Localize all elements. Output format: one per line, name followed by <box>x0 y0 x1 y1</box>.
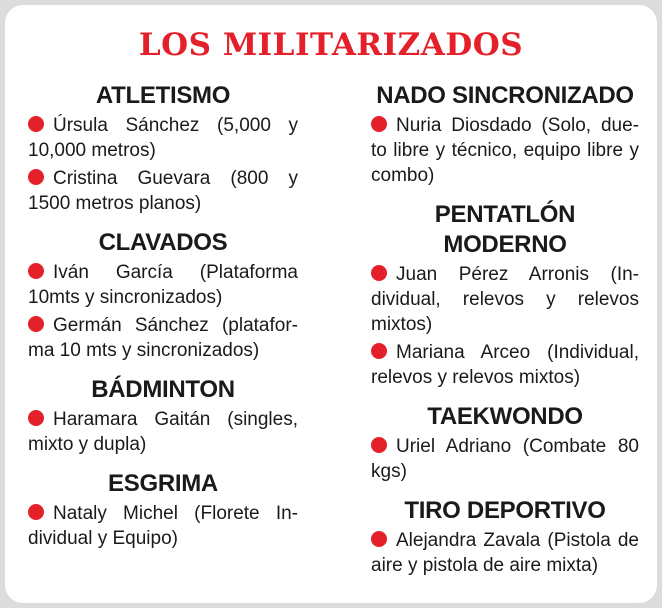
section-nado-sincronizado <box>371 81 639 188</box>
section-badminton <box>28 375 298 457</box>
right-column <box>371 81 639 578</box>
athlete-text: Mariana Arceo (Individual, relevos y relevos mixtos) <box>371 342 639 388</box>
athlete-text: Alejandra Zavala (Pistola de aire y pistola de aire mixta) <box>371 530 639 576</box>
red-dot-icon <box>28 263 44 279</box>
athlete-entry <box>28 313 298 363</box>
athlete-text: Cristina Guevara (800 y 1500 metros planos) <box>28 168 298 214</box>
section-title: TAEKWONDO <box>427 403 583 430</box>
section-title: TIRO DEPORTIVO <box>404 497 606 524</box>
athlete-text: Nuria Diosdado (Solo, due-to libre y técnico, equipo libre y combo) <box>371 115 639 186</box>
section-pentatlon-moderno <box>371 200 639 390</box>
athlete-entry <box>371 340 639 390</box>
section-atletismo <box>28 81 298 216</box>
athlete-entry <box>28 501 298 551</box>
section-title: ATLETISMO <box>95 82 231 109</box>
red-dot-icon <box>28 116 44 132</box>
page-title: LOS MILITARIZADOS <box>138 27 524 63</box>
athlete-entry <box>28 113 298 163</box>
athlete-entry <box>371 262 639 337</box>
athlete-text: Iván García (Plataforma 10mts y sincronizados) <box>28 262 298 308</box>
athlete-text: Uriel Adriano (Combate 80 kgs) <box>371 436 639 482</box>
athlete-entry <box>28 407 298 457</box>
section-title: PENTATLÓN MODERNO <box>434 201 576 258</box>
infographic-card <box>5 5 657 603</box>
athlete-entry <box>371 113 639 188</box>
red-dot-icon <box>371 531 387 547</box>
athlete-entry <box>371 434 639 484</box>
athlete-text: Haramara Gaitán (singles, mixto y dupla) <box>28 409 298 455</box>
section-title: ESGRIMA <box>108 470 218 497</box>
section-esgrima <box>28 469 298 551</box>
red-dot-icon <box>28 316 44 332</box>
section-title: NADO SINCRONIZADO <box>376 82 634 109</box>
red-dot-icon <box>28 504 44 520</box>
athlete-entry <box>28 260 298 310</box>
red-dot-icon <box>371 265 387 281</box>
athlete-text: Úrsula Sánchez (5,000 y 10,000 metros) <box>28 115 298 161</box>
left-column <box>28 81 298 551</box>
red-dot-icon <box>371 343 387 359</box>
section-title: BÁDMINTON <box>91 376 235 403</box>
section-taekwondo <box>371 402 639 484</box>
athlete-entry <box>28 166 298 216</box>
red-dot-icon <box>28 169 44 185</box>
section-clavados <box>28 228 298 363</box>
section-title: CLAVADOS <box>98 229 228 256</box>
athlete-text: Juan Pérez Arronis (In-dividual, relevos y relevos mixtos) <box>371 264 639 335</box>
section-tiro-deportivo <box>371 496 639 578</box>
athlete-text: Nataly Michel (Florete In-dividual y Equipo) <box>28 503 298 549</box>
athlete-text: Germán Sánchez (platafor-ma 10 mts y sincronizados) <box>28 315 298 361</box>
red-dot-icon <box>371 437 387 453</box>
athlete-entry <box>371 528 639 578</box>
red-dot-icon <box>28 410 44 426</box>
red-dot-icon <box>371 116 387 132</box>
